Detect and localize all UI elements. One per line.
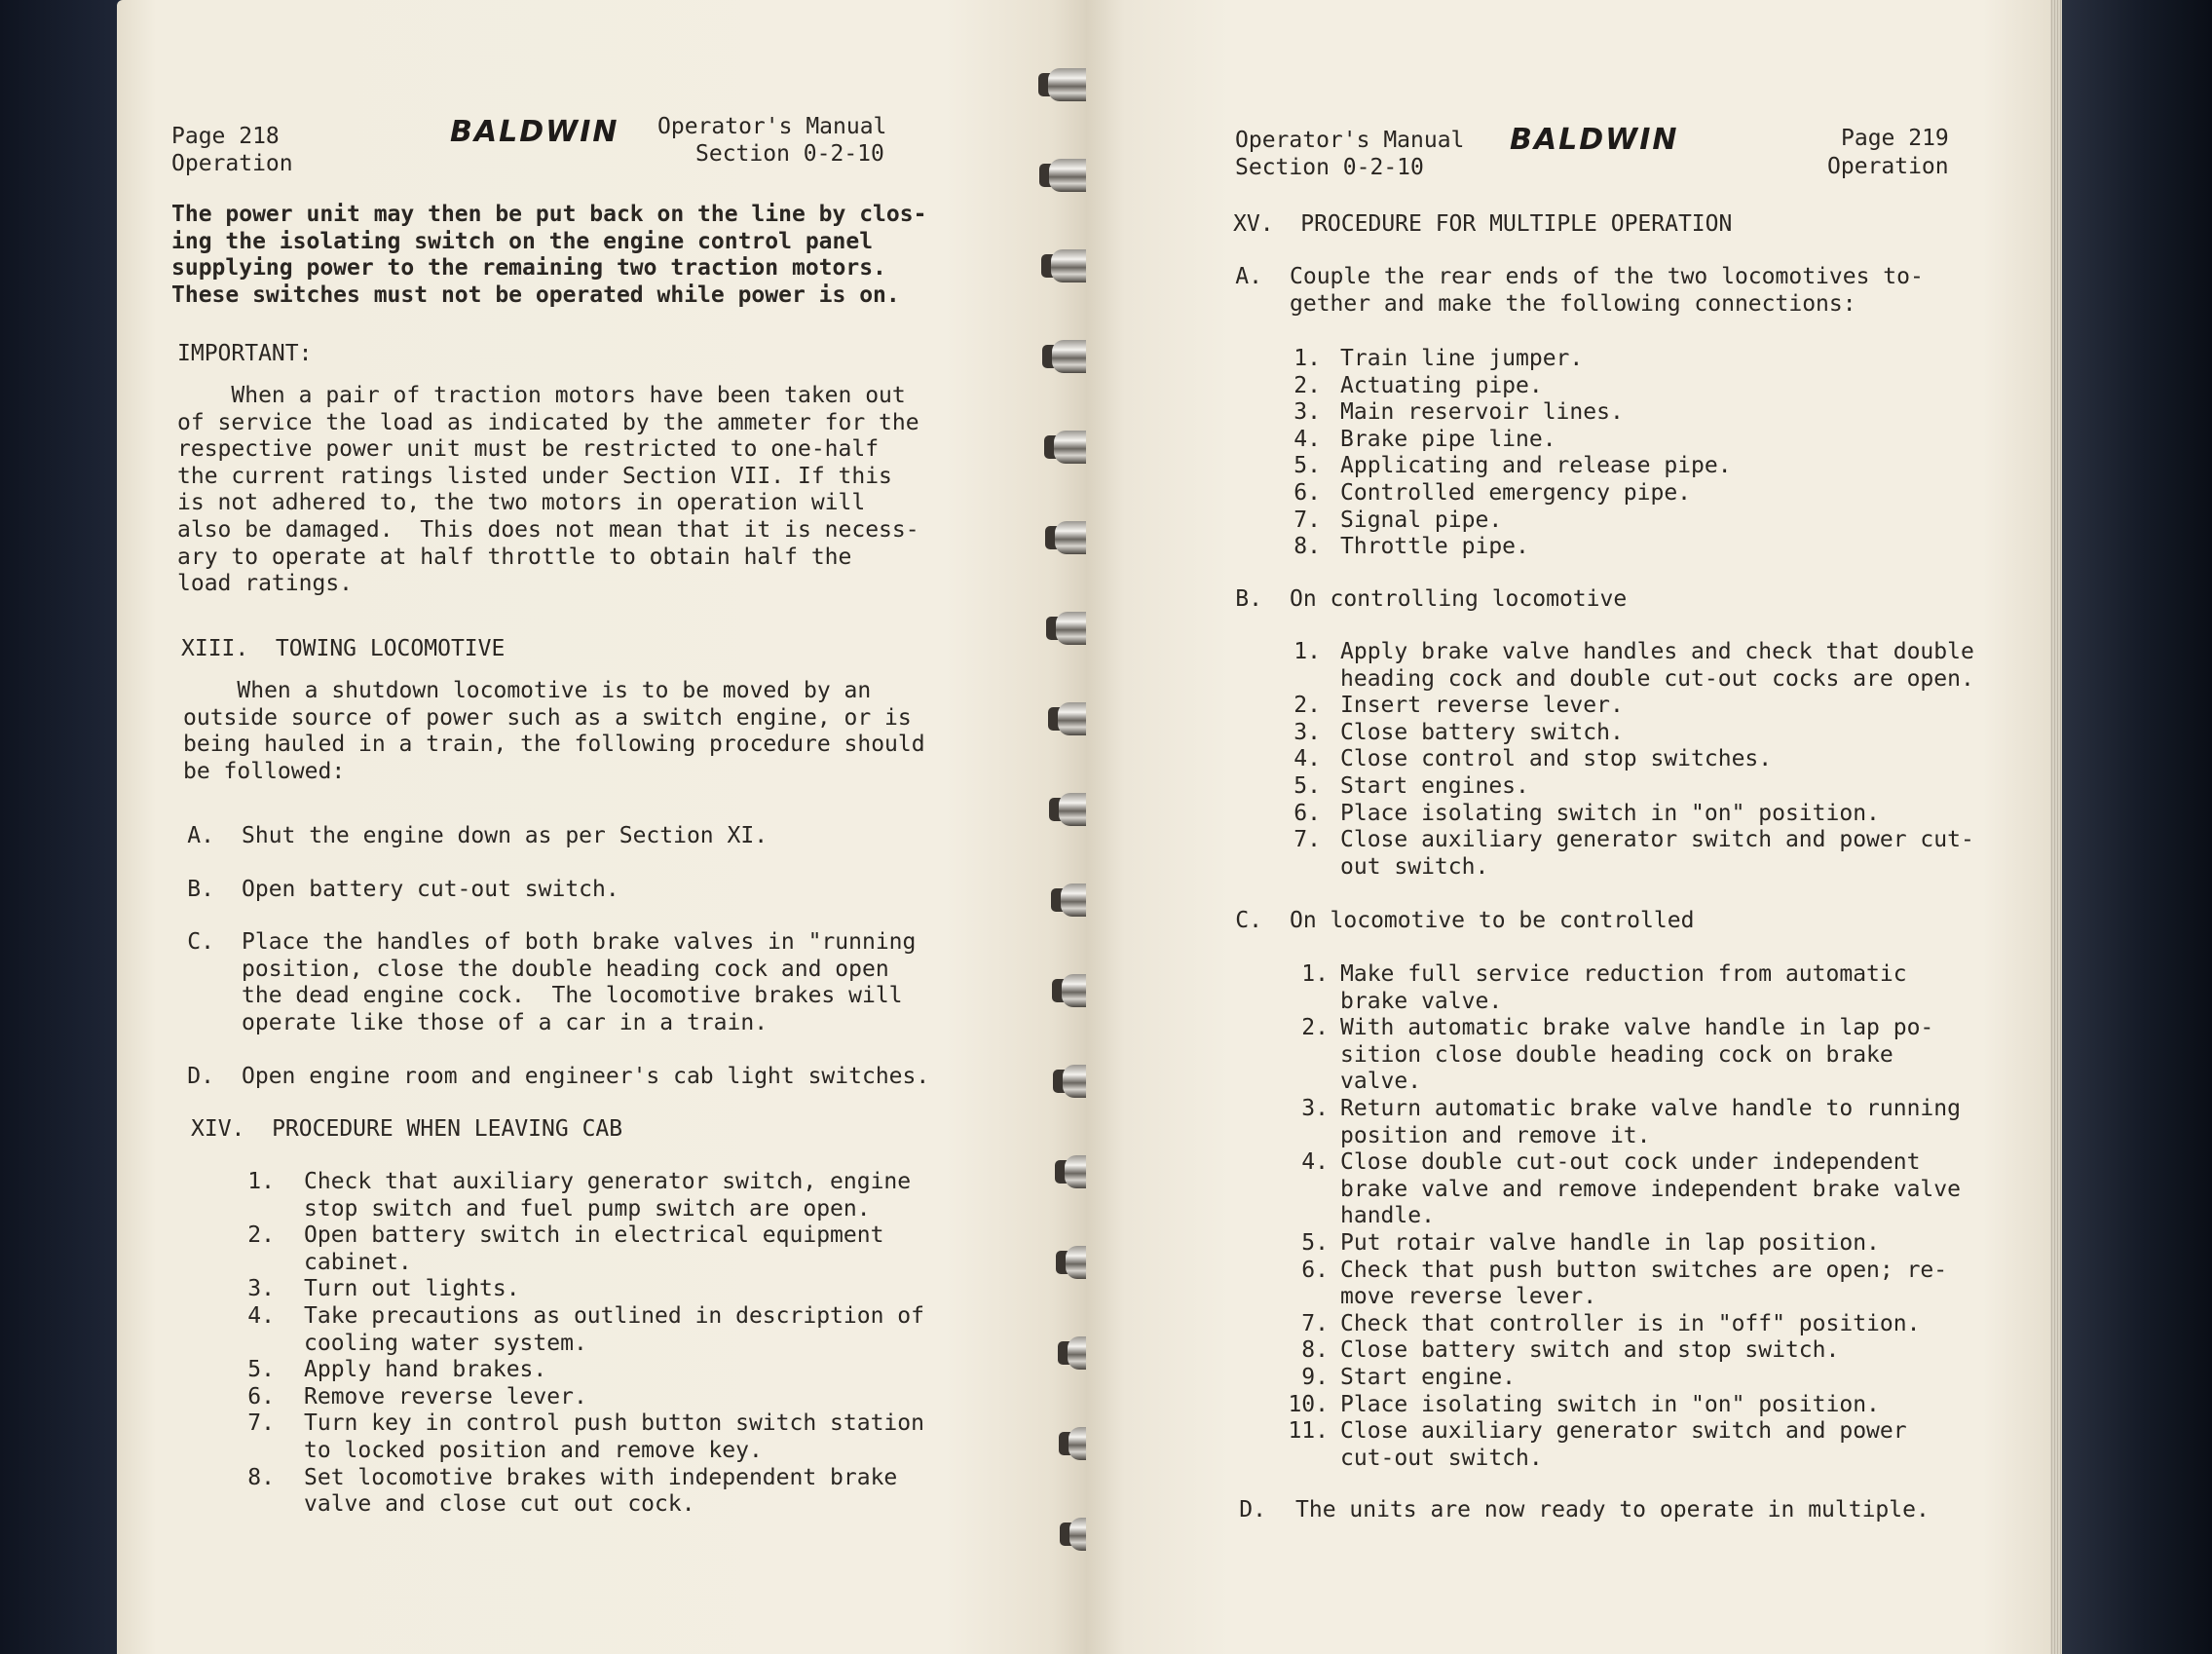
- list-item: [1288, 1015, 1961, 1096]
- text-line: When a pair of traction motors have been taken out: [177, 383, 906, 408]
- list-item-number: 9.: [1301, 1364, 1329, 1390]
- text-line: supplying power to the remaining two traction motors.: [171, 255, 886, 282]
- list-item-text: The units are now ready to operate in multiple.: [1295, 1497, 1930, 1522]
- list-item: [1288, 453, 1732, 480]
- list-item: [1288, 1392, 1961, 1419]
- list-item: [244, 1465, 924, 1519]
- list-item-number: A.: [1235, 264, 1262, 289]
- section-xiv-title: XIV. PROCEDURE WHEN LEAVING CAB: [191, 1116, 623, 1142]
- list-item-number: 6.: [1293, 800, 1321, 826]
- list-item: [1288, 773, 1974, 801]
- right-brand-logo: BALDWIN: [1510, 123, 1679, 157]
- list-item-text: With automatic brake valve handle in lap po-: [1340, 1015, 1934, 1041]
- list-item-number: 1.: [1293, 639, 1321, 664]
- list-item-number: 4.: [247, 1302, 275, 1329]
- list-item-number: 3.: [1301, 1095, 1329, 1121]
- list-item: [185, 877, 929, 904]
- list-item-number: 5.: [1301, 1229, 1329, 1256]
- text-line: load ratings.: [177, 571, 354, 597]
- list-item: [1288, 427, 1732, 454]
- list-item-number: 3.: [247, 1276, 275, 1302]
- section-a-intro: [1233, 264, 1924, 318]
- list-item-text: Apply brake valve handles and check that double: [1340, 639, 1974, 664]
- list-item-text: On locomotive to be controlled: [1290, 908, 1695, 933]
- list-item-number: 11.: [1288, 1418, 1329, 1445]
- list-item-number: 1.: [247, 1169, 275, 1194]
- list-item-text: Insert reverse lever.: [1340, 693, 1624, 719]
- list-item: [244, 1357, 924, 1384]
- list-item-number: A.: [187, 823, 214, 848]
- list-item-text: Close auxiliary generator switch and power cut-: [1340, 827, 1974, 853]
- text-line: of service the load as indicated by the ammeter for the: [177, 409, 919, 435]
- list-item-text: Open battery switch in electrical equipment: [304, 1222, 884, 1249]
- list-item-text: Close auxiliary generator switch and power: [1340, 1418, 1907, 1445]
- list-item-number: 5.: [1293, 453, 1321, 479]
- list-item: [1233, 908, 1694, 935]
- list-item-text: Turn out lights.: [304, 1276, 520, 1302]
- list-item-text: move reverse lever.: [1340, 1284, 1597, 1310]
- section-c-intro: [1233, 908, 1694, 935]
- list-item-number: 6.: [247, 1383, 275, 1410]
- list-item: [1288, 1365, 1961, 1392]
- important-label: IMPORTANT:: [177, 341, 313, 366]
- list-item: [244, 1169, 924, 1222]
- list-item-text: Applicating and release pipe.: [1340, 453, 1732, 479]
- list-item-text: brake valve.: [1340, 988, 1503, 1014]
- list-item: [1288, 1230, 1961, 1258]
- text-line: ing the isolating switch on the engine control panel: [171, 228, 874, 254]
- list-item: [1288, 480, 1732, 507]
- list-item-number: B.: [187, 876, 214, 902]
- list-item-number: 2.: [1301, 1015, 1329, 1041]
- list-item-text: to locked position and remove key.: [304, 1437, 763, 1463]
- list-item: [244, 1276, 924, 1303]
- list-item: [1233, 264, 1924, 318]
- section-xiii-list: [185, 823, 929, 1116]
- list-item-text: Actuating pipe.: [1340, 372, 1543, 398]
- list-item: [244, 1303, 924, 1357]
- list-item-text: Turn key in control push button switch station: [304, 1410, 924, 1437]
- list-item-number: 8.: [1301, 1337, 1329, 1364]
- list-item-text: cooling water system.: [304, 1330, 587, 1356]
- list-item: [244, 1384, 924, 1411]
- list-item-text: Main reservoir lines.: [1340, 399, 1624, 426]
- list-item: [1288, 507, 1732, 535]
- list-item-text: sition close double heading cock on brake: [1340, 1041, 1893, 1068]
- list-item-number: D.: [1239, 1497, 1266, 1522]
- section-xiii-title: XIII. TOWING LOCOMOTIVE: [181, 636, 506, 661]
- list-item-text: Set locomotive brakes with independent brake: [304, 1464, 898, 1490]
- list-item: [1288, 746, 1974, 773]
- left-page-number: Page 218: [171, 124, 280, 149]
- list-item-text: handle.: [1340, 1203, 1435, 1229]
- list-item-text: Signal pipe.: [1340, 507, 1503, 533]
- list-item-number: C.: [1235, 908, 1262, 933]
- section-a-list: [1288, 346, 1732, 561]
- list-item-number: 10.: [1288, 1391, 1329, 1417]
- list-item-number: 1.: [1293, 346, 1321, 371]
- list-item-number: 2.: [247, 1222, 275, 1249]
- list-item-text: Close double cut-out cock under independent: [1340, 1149, 1921, 1176]
- list-item-text: Place isolating switch in "on" position.: [1340, 800, 1880, 826]
- list-item-number: 4.: [1301, 1149, 1329, 1176]
- text-line: The power unit may then be put back on the line by clos-: [171, 202, 927, 227]
- list-item-text: Open engine room and engineer's cab light switches.: [242, 1063, 930, 1089]
- list-item-number: 8.: [1293, 534, 1321, 560]
- list-item: [1288, 827, 1974, 881]
- list-item: [1288, 373, 1732, 400]
- text-line: outside source of power such as a switch engine, or is: [183, 704, 912, 731]
- list-item-text: Put rotair valve handle in lap position.: [1340, 1229, 1880, 1256]
- list-item: [244, 1410, 924, 1464]
- list-item-text: heading cock and double cut-out cocks are open.: [1340, 665, 1974, 692]
- section-b-intro: [1233, 586, 1627, 614]
- list-item-text: valve.: [1340, 1069, 1422, 1095]
- list-item: [185, 929, 929, 1036]
- list-item-text: gether and make the following connections:: [1290, 290, 1856, 317]
- list-item-text: Throttle pipe.: [1340, 534, 1529, 560]
- list-item-number: 7.: [1293, 507, 1321, 533]
- list-item: [1288, 720, 1974, 747]
- list-item: [1288, 693, 1974, 720]
- list-item-number: C.: [187, 929, 214, 956]
- list-item: [1233, 1497, 1930, 1524]
- section-xiv-list: [244, 1169, 924, 1519]
- list-item-text: Place the handles of both brake valves in "running: [242, 929, 917, 956]
- list-item-text: out switch.: [1340, 853, 1489, 880]
- text-line: being hauled in a train, the following procedure should: [183, 732, 925, 758]
- list-item-number: 3.: [1293, 719, 1321, 745]
- list-item-number: 1.: [1301, 961, 1329, 987]
- section-c-list: [1288, 961, 1961, 1472]
- right-manual-title: Operator's Manual: [1235, 128, 1465, 153]
- text-line: also be damaged. This does not mean that it is necess-: [177, 516, 919, 543]
- section-d-final: [1233, 1497, 1930, 1524]
- list-item: [1288, 346, 1732, 373]
- list-item-text: Start engine.: [1340, 1364, 1517, 1390]
- list-item-number: 8.: [247, 1464, 275, 1490]
- list-item-text: Open battery cut-out switch.: [242, 876, 619, 902]
- list-item-text: Make full service reduction from automatic: [1340, 961, 1907, 987]
- list-item: [1288, 961, 1961, 1015]
- section-xiii-paragraph: [183, 678, 925, 785]
- text-line: the current ratings listed under Section VII. If this: [177, 463, 892, 489]
- list-item-number: 7.: [247, 1410, 275, 1437]
- list-item: [1288, 1311, 1961, 1338]
- list-item-text: brake valve and remove independent brake valve: [1340, 1176, 1961, 1202]
- list-item-text: cut-out switch.: [1340, 1445, 1543, 1471]
- list-item-text: valve and close cut out cock.: [304, 1491, 695, 1518]
- section-b-list: [1288, 639, 1974, 881]
- list-item-text: position, close the double heading cock and open: [242, 956, 889, 982]
- list-item-text: Shut the engine down as per Section XI.: [242, 823, 769, 848]
- list-item-text: Close battery switch.: [1340, 719, 1624, 745]
- list-item-text: Close battery switch and stop switch.: [1340, 1337, 1840, 1364]
- book-cover-right: [2046, 0, 2212, 1654]
- list-item-number: B.: [1235, 586, 1262, 612]
- list-item-text: Check that auxiliary generator switch, engine: [304, 1169, 912, 1194]
- list-item-text: Check that push button switches are open; re-: [1340, 1257, 1948, 1283]
- list-item: [244, 1222, 924, 1276]
- list-item-text: On controlling locomotive: [1290, 586, 1628, 612]
- list-item: [1288, 1418, 1961, 1472]
- list-item-text: Close control and stop switches.: [1340, 746, 1773, 772]
- list-item-text: operate like those of a car in a train.: [242, 1009, 769, 1035]
- list-item: [185, 1064, 929, 1091]
- list-item: [1288, 1149, 1961, 1230]
- list-item-text: Return automatic brake valve handle to running: [1340, 1095, 1961, 1121]
- list-item-number: 4.: [1293, 426, 1321, 452]
- right-section-id: Section 0-2-10: [1235, 155, 1424, 180]
- important-paragraph: [177, 383, 919, 598]
- section-xv-title: XV. PROCEDURE FOR MULTIPLE OPERATION: [1233, 211, 1733, 237]
- list-item-number: 6.: [1293, 479, 1321, 506]
- list-item: [1288, 1337, 1961, 1365]
- list-item: [1288, 639, 1974, 693]
- text-line: be followed:: [183, 758, 346, 784]
- list-item-text: Place isolating switch in "on" position.: [1340, 1391, 1880, 1417]
- list-item-text: Couple the rear ends of the two locomotives to-: [1290, 264, 1924, 289]
- list-item-text: Take precautions as outlined in description of: [304, 1302, 924, 1329]
- list-item-text: the dead engine cock. The locomotive brakes will: [242, 983, 903, 1009]
- left-manual-title: Operator's Manual: [657, 114, 887, 139]
- list-item-text: Brake pipe line.: [1340, 426, 1556, 452]
- left-section-id: Section 0-2-10: [695, 141, 884, 167]
- list-item: [1288, 801, 1974, 828]
- list-item-text: Remove reverse lever.: [304, 1383, 587, 1410]
- list-item: [1288, 534, 1732, 561]
- list-item-text: stop switch and fuel pump switch are open.: [304, 1195, 871, 1222]
- list-item-number: 2.: [1293, 693, 1321, 719]
- left-bold-paragraph: [171, 202, 926, 309]
- list-item-text: Train line jumper.: [1340, 346, 1584, 371]
- text-line: ary to operate at half throttle to obtain half the: [177, 544, 852, 570]
- list-item-number: D.: [187, 1063, 214, 1089]
- list-item-number: 5.: [247, 1357, 275, 1383]
- list-item-number: 5.: [1293, 772, 1321, 799]
- text-line: is not adhered to, the two motors in operation will: [177, 490, 866, 516]
- list-item: [1233, 586, 1627, 614]
- text-line: When a shutdown locomotive is to be moved by an: [183, 678, 872, 703]
- list-item: [1288, 1258, 1961, 1311]
- list-item-number: 7.: [1293, 827, 1321, 853]
- list-item: [185, 823, 929, 850]
- text-line: respective power unit must be restricted to one-half: [177, 436, 880, 463]
- list-item: [1288, 399, 1732, 427]
- left-brand-logo: BALDWIN: [450, 115, 619, 149]
- list-item-text: Apply hand brakes.: [304, 1357, 547, 1383]
- list-item-text: Controlled emergency pipe.: [1340, 479, 1692, 506]
- list-item-text: cabinet.: [304, 1249, 412, 1275]
- right-page-subtitle: Operation: [1827, 154, 1949, 179]
- text-line: These switches must not be operated while power is on.: [171, 282, 900, 308]
- list-item-number: 4.: [1293, 746, 1321, 772]
- list-item: [1288, 1096, 1961, 1149]
- list-item-text: Start engines.: [1340, 772, 1529, 799]
- list-item-number: 3.: [1293, 399, 1321, 426]
- list-item-text: Check that controller is in "off" position.: [1340, 1310, 1921, 1336]
- list-item-number: 7.: [1301, 1310, 1329, 1336]
- list-item-number: 2.: [1293, 372, 1321, 398]
- list-item-text: position and remove it.: [1340, 1122, 1651, 1148]
- list-item-number: 6.: [1301, 1257, 1329, 1283]
- right-page-number: Page 219: [1841, 126, 1949, 151]
- left-page-subtitle: Operation: [171, 151, 293, 176]
